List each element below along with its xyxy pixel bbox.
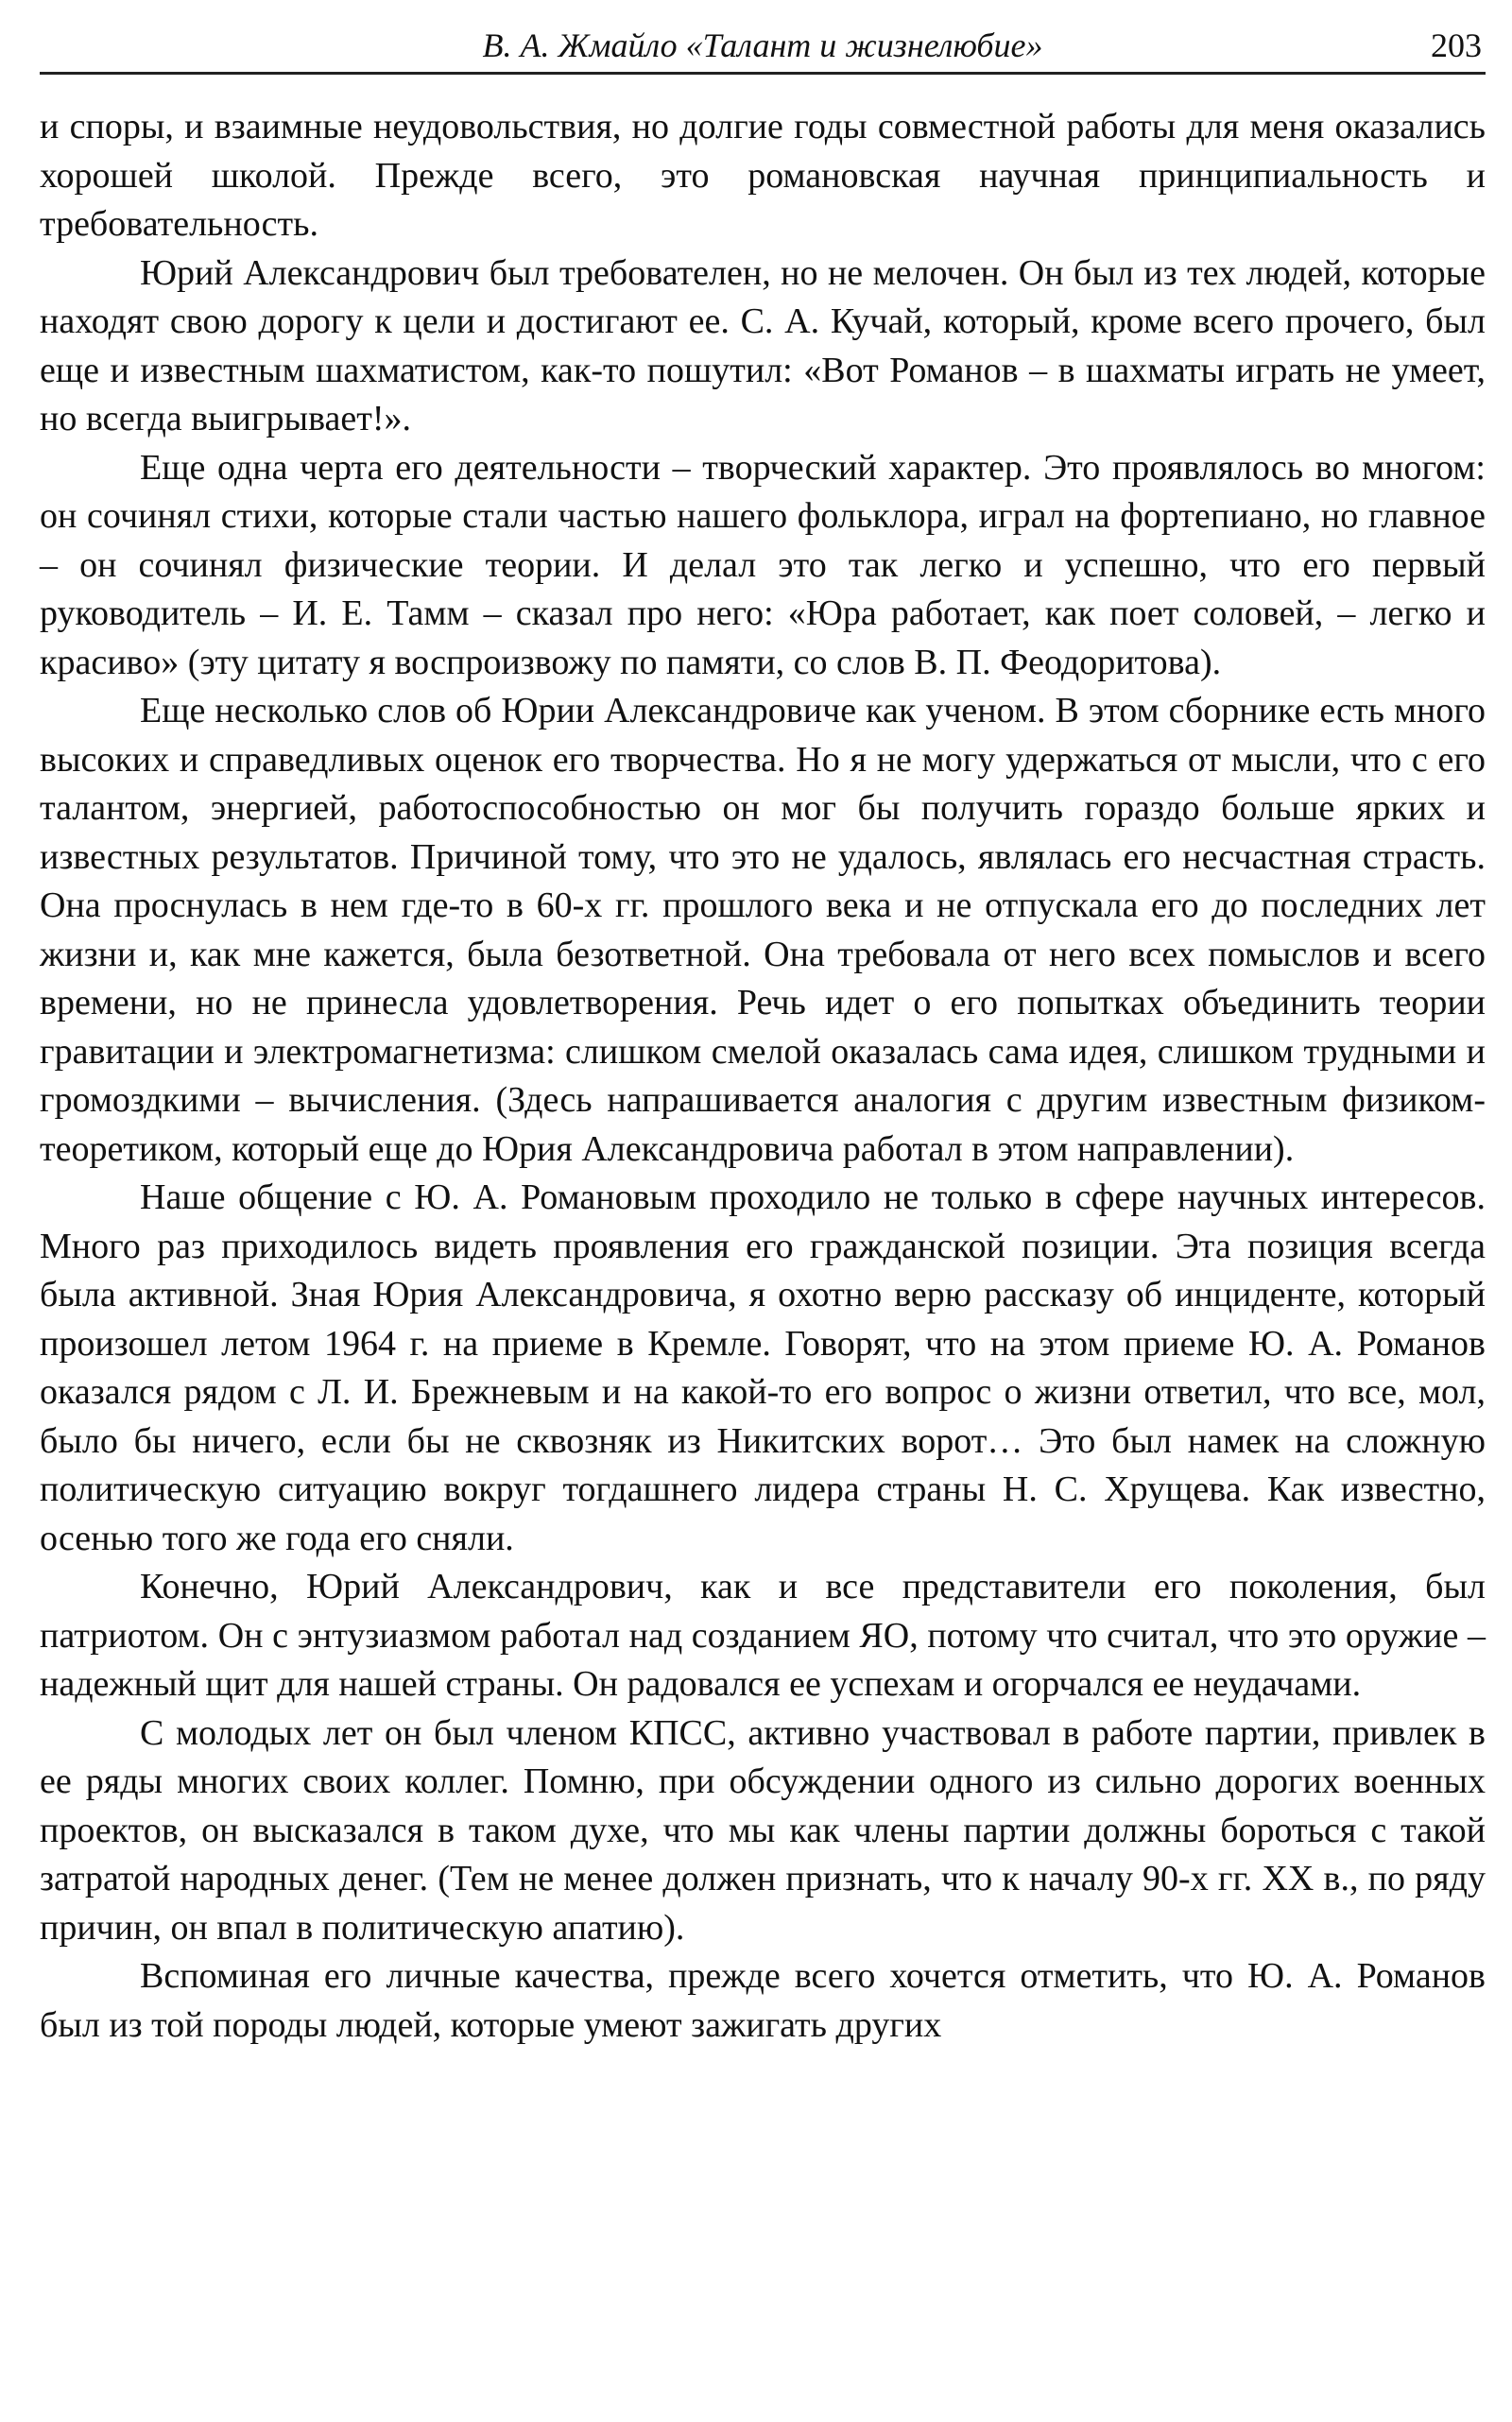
paragraph: Конечно, Юрий Александрович, как и все представители его поколения, был патриотом. Он с энтузиазмом работал над созданием ЯО, потому что считал, что это оружие – надежный щит для нашей страны. Он радовался ее успехам и огорчался ее неудачами.: [40, 1567, 1486, 1704]
paragraph: Наше общение с Ю. А. Романовым проходило не только в сфере научных интересов. Много раз приходилось видеть проявления его гражданской позиции. Эта позиция всегда была активной. Зная Юрия Александровича, я охотно верю рассказу об инциденте, который произошел летом 1964 г. на приеме в Кремле. Говорят, что на этом приеме Ю. А. Романов оказался рядом с Л. И. Брежневым и на какой-то его вопрос о жизни ответил, что все, мол, было бы ничего, если бы не сквозняк из Никитских ворот… Это был намек на сложную политическую ситуацию вокруг тогдашнего лидера страны Н. С. Хрущева. Как известно, осенью того же года его сняли.: [40, 1177, 1486, 1558]
paragraph: Вспоминая его личные качества, прежде всего хочется отметить, что Ю. А. Романов был из той породы людей, которые умеют зажигать других: [40, 1956, 1486, 2045]
book-page: [40, 21, 1486, 2402]
page-number: 203: [1431, 26, 1482, 64]
paragraph-continued: и споры, и взаимные неудовольствия, но долгие годы совместной работы для меня оказались хорошей школой. Прежде всего, это романовская научная принципиальность и требовательность.: [40, 107, 1486, 244]
paragraph: Юрий Александрович был требователен, но не мелочен. Он был из тех людей, которые находят свою дорогу к цели и достигают ее. С. А. Кучай, который, кроме всего прочего, был еще и известным шахматистом, как-то пошутил: «Вот Романов – в шахматы играть не умеет, но всегда выигрывает!».: [40, 252, 1486, 438]
running-header: [40, 21, 1486, 75]
paragraph: Еще одна черта его деятельности – творческий характер. Это проявлялось во многом: он сочинял стихи, которые стали частью нашего фольклора, играл на фортепиано, но главное – он сочинял физические теории. И делал это так легко и успешно, что его первый руководитель – И. Е. Тамм – сказал про него: «Юра работает, как поет соловей, – легко и красиво» (эту цитату я воспроизвожу по памяти, со слов В. П. Феодоритова).: [40, 447, 1486, 682]
body-text: [40, 103, 1486, 2050]
paragraph: С молодых лет он был членом КПСС, активно участвовал в работе партии, привлек в ее ряды многих своих коллег. Помню, при обсуждении одного из сильно дорогих военных проектов, он высказался в таком духе, что мы как члены партии должны бороться с такой затратой народных денег. (Тем не менее должен признать, что к началу 90-х гг. XX в., по ряду причин, он впал в политическую апатию).: [40, 1712, 1486, 1948]
running-title: В. А. Жмайло «Талант и жизнелюбие»: [482, 26, 1043, 64]
paragraph: Еще несколько слов об Юрии Александровиче как ученом. В этом сборнике есть много высоких и справедливых оценок его творчества. Но я не могу удержаться от мысли, что с его талантом, энергией, работоспособностью он мог бы получить гораздо больше ярких и известных результатов. Причиной тому, что это не удалось, являлась его несчастная страсть. Она проснулась в нем где-то в 60-х гг. прошлого века и не отпускала его до последних лет жизни и, как мне кажется, была безответной. Она требовала от него всех помыслов и всего времени, но не принесла удовлетворения. Речь идет о его попытках объединить теории гравитации и электромагнетизма: слишком смелой оказалась сама идея, слишком трудными и громоздкими – вычисления. (Здесь напрашивается аналогия с другим известным физиком-теоретиком, который еще до Юрия Александровича работал в этом направлении).: [40, 691, 1486, 1169]
